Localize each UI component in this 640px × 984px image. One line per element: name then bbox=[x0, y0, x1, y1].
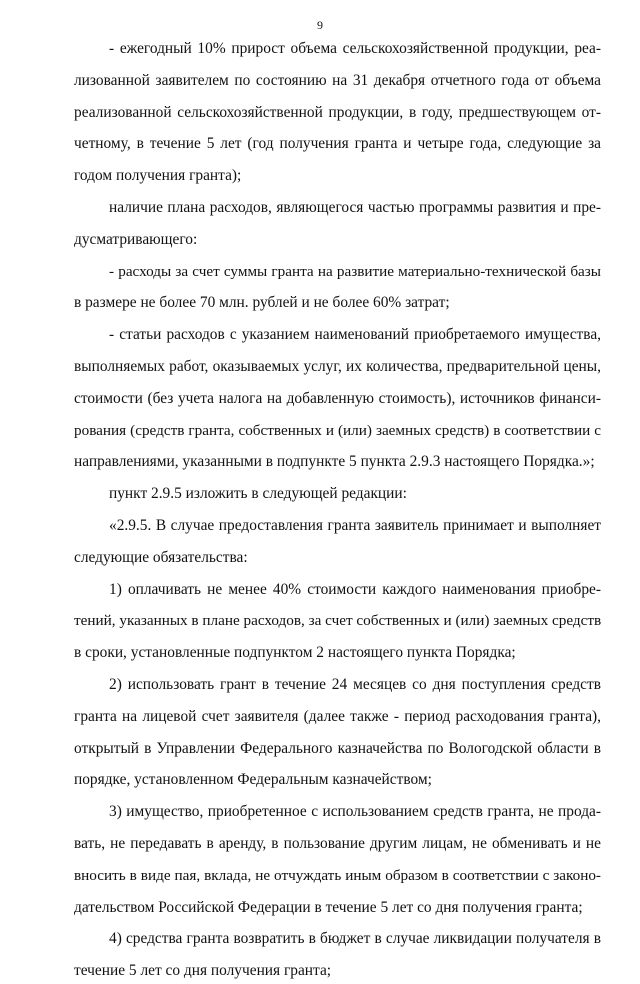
text-line: пункт 2.9.5 изложить в следующей редакции: bbox=[109, 485, 407, 503]
text-line: - расходы за счет суммы гранта на развитие материально-технической базы bbox=[109, 262, 601, 280]
text-line: рования (средств гранта, собственных и (или) заемных средств) в соответствии с bbox=[74, 421, 601, 439]
text-line: 3) имущество, приобретенное с использованием средств гранта, не прода- bbox=[109, 803, 601, 821]
text-line: 4) средства гранта возвратить в бюджет в случае ликвидации получателя в bbox=[109, 930, 601, 948]
text-line: направлениями, указанными в подпункте 5 пункта 2.9.3 настоящего Порядка.»; bbox=[74, 453, 595, 471]
text-line: следующие обязательства: bbox=[74, 548, 248, 566]
text-line: реализованной сельскохозяйственной продукции, в году, предшествующем от- bbox=[74, 103, 601, 121]
text-line: - ежегодный 10% прирост объема сельскохозяйственной продукции, реа- bbox=[109, 40, 601, 57]
text-line: тений, указанных в плане расходов, за счет собственных и (или) заемных средств bbox=[74, 612, 602, 630]
text-line: вносить в виде пая, вклада, не отчуждать иным образом в соответствии с законо- bbox=[74, 866, 601, 884]
text-line: «2.9.5. В случае предоставления гранта заявитель принимает и выполняет bbox=[109, 517, 601, 534]
text-line: дусматривающего: bbox=[74, 230, 198, 248]
text-line: вать, не передавать в аренду, в пользование другим лицам, не обменивать и не bbox=[74, 835, 601, 852]
text-line: четному, в течение 5 лет (год получения гранта и четыре года, следующие за bbox=[74, 135, 601, 153]
text-line: стоимости (без учета налога на добавленную стоимость), источников финанси- bbox=[74, 389, 601, 407]
text-line: порядке, установленном Федеральным казначейством; bbox=[74, 771, 432, 789]
page-number: 9 bbox=[317, 18, 323, 32]
text-line: гранта на лицевой счет заявителя (далее также - период расходования гранта), bbox=[74, 707, 601, 725]
text-line: течение 5 лет со дня получения гранта; bbox=[74, 962, 332, 980]
text-line: выполняемых работ, оказываемых услуг, их количества, предварительной цены, bbox=[74, 358, 601, 375]
text-line: дательством Российской Федерации в течение 5 лет со дня получения гранта; bbox=[74, 898, 583, 916]
text-line: 2) использовать грант в течение 24 месяцев со дня поступления средств bbox=[109, 676, 601, 693]
text-line: лизованной заявителем по состоянию на 31 декабря отчетного года от объема bbox=[74, 71, 601, 89]
text-line: в размере не более 70 млн. рублей и не более 60% затрат; bbox=[74, 294, 450, 312]
text-line: - статьи расходов с указанием наименований приобретаемого имущества, bbox=[109, 326, 601, 344]
text-line: 1) оплачивать не менее 40% стоимости каждого наименования приобре- bbox=[109, 580, 601, 598]
text-line: наличие плана расходов, являющегося частью программы развития и пре- bbox=[109, 199, 601, 216]
text-line: в сроки, установленные подпунктом 2 настоящего пункта Порядка; bbox=[74, 644, 516, 662]
text-line: годом получения гранта); bbox=[74, 167, 242, 185]
text-line: открытый в Управлении Федерального казначейства по Вологодской области в bbox=[74, 739, 601, 757]
